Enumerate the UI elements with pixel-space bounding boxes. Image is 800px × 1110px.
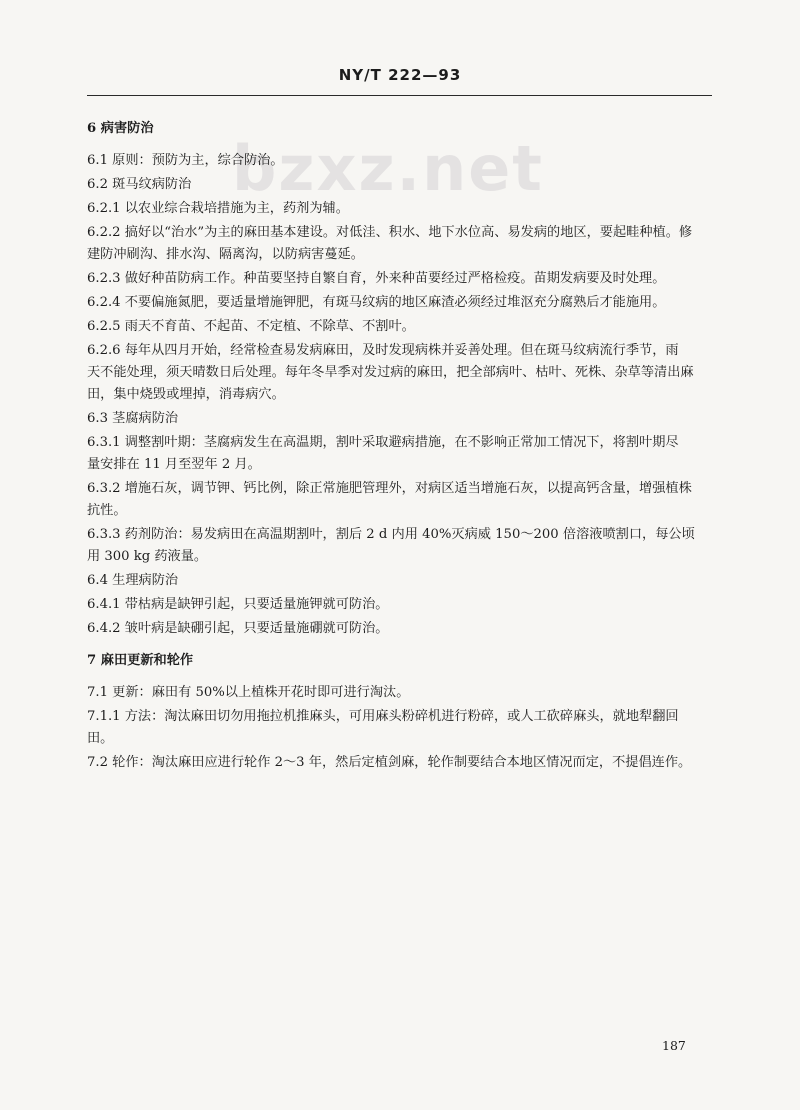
text-line: 6.2.5 雨天不育苗、不起苗、不定植、不除草、不割叶。: [87, 319, 415, 334]
text-line: 6.2.3 做好种苗防病工作。种苗要坚持自繁自育，外来种苗要经过严格检疫。苗期发病要及时处理。: [87, 271, 666, 286]
header-divider: [87, 95, 712, 96]
section-heading: 6 病害防治: [87, 121, 154, 136]
text-line: 6.1 原则：预防为主，综合防治。: [87, 153, 284, 168]
page-number: 187: [662, 1038, 686, 1053]
text-line: 用 300 kg 药液量。: [87, 549, 208, 564]
text-line: 6.4.1 带枯病是缺钾引起，只要适量施钾就可防治。: [87, 597, 389, 612]
text-line: 6.3.3 药剂防治：易发病田在高温期割叶，割后 2 d 内用 40%灭病威 150～200 倍溶液喷割口，每公顷: [87, 527, 695, 542]
text-line: 6.2 斑马纹病防治: [87, 177, 192, 192]
text-line: 田，集中烧毁或埋掉，消毒病穴。: [87, 387, 285, 402]
text-line: 6.2.6 每年从四月开始，经常检查易发病麻田，及时发现病株并妥善处理。但在斑马纹病流行季节，雨: [87, 343, 679, 358]
watermark: bzxz.net: [232, 132, 544, 205]
text-line: 田。: [87, 731, 114, 746]
text-line: 6.2.4 不要偏施氮肥，要适量增施钾肥，有斑马纹病的地区麻渣必须经过堆沤充分腐熟后才能施用。: [87, 295, 666, 310]
text-line: 6.2.2 搞好以“治水”为主的麻田基本建设。对低洼、积水、地下水位高、易发病的地区，要起畦种植。修: [87, 225, 693, 240]
text-line: 6.4.2 皱叶病是缺硼引起，只要适量施硼就可防治。: [87, 621, 389, 636]
text-line: 7.2 轮作：淘汰麻田应进行轮作 2～3 年，然后定植剑麻，轮作制要结合本地区情况而定，不提倡连作。: [87, 755, 692, 770]
text-line: 建防冲刷沟、排水沟、隔离沟，以防病害蔓延。: [87, 247, 364, 262]
text-line: 7.1.1 方法：淘汰麻田切勿用拖拉机推麻头，可用麻头粉碎机进行粉碎，或人工砍碎麻头，就地犁翻回: [87, 709, 679, 724]
text-line: 7.1 更新：麻田有 50%以上植株开花时即可进行淘汰。: [87, 685, 410, 700]
text-line: 量安排在 11 月至翌年 2 月。: [87, 457, 261, 472]
text-line: 6.3.1 调整割叶期：茎腐病发生在高温期，割叶采取避病措施，在不影响正常加工情况下，将割叶期尽: [87, 435, 679, 450]
document-body: [87, 118, 713, 774]
text-line: 抗性。: [87, 503, 127, 518]
text-line: 6.4 生理病防治: [87, 573, 179, 588]
text-line: 6.2.1 以农业综合栽培措施为主，药剂为辅。: [87, 201, 349, 216]
text-line: 6.3.2 增施石灰，调节钾、钙比例，除正常施肥管理外，对病区适当增施石灰，以提高钙含量，增强植株: [87, 481, 692, 496]
text-line: 天不能处理，须天晴数日后处理。每年冬旱季对发过病的麻田，把全部病叶、枯叶、死株、杂草等清出麻: [87, 365, 694, 380]
standard-code-header: NY/T 222—93: [338, 66, 462, 84]
text-line: 6.3 茎腐病防治: [87, 411, 179, 426]
section-heading: 7 麻田更新和轮作: [87, 653, 194, 668]
